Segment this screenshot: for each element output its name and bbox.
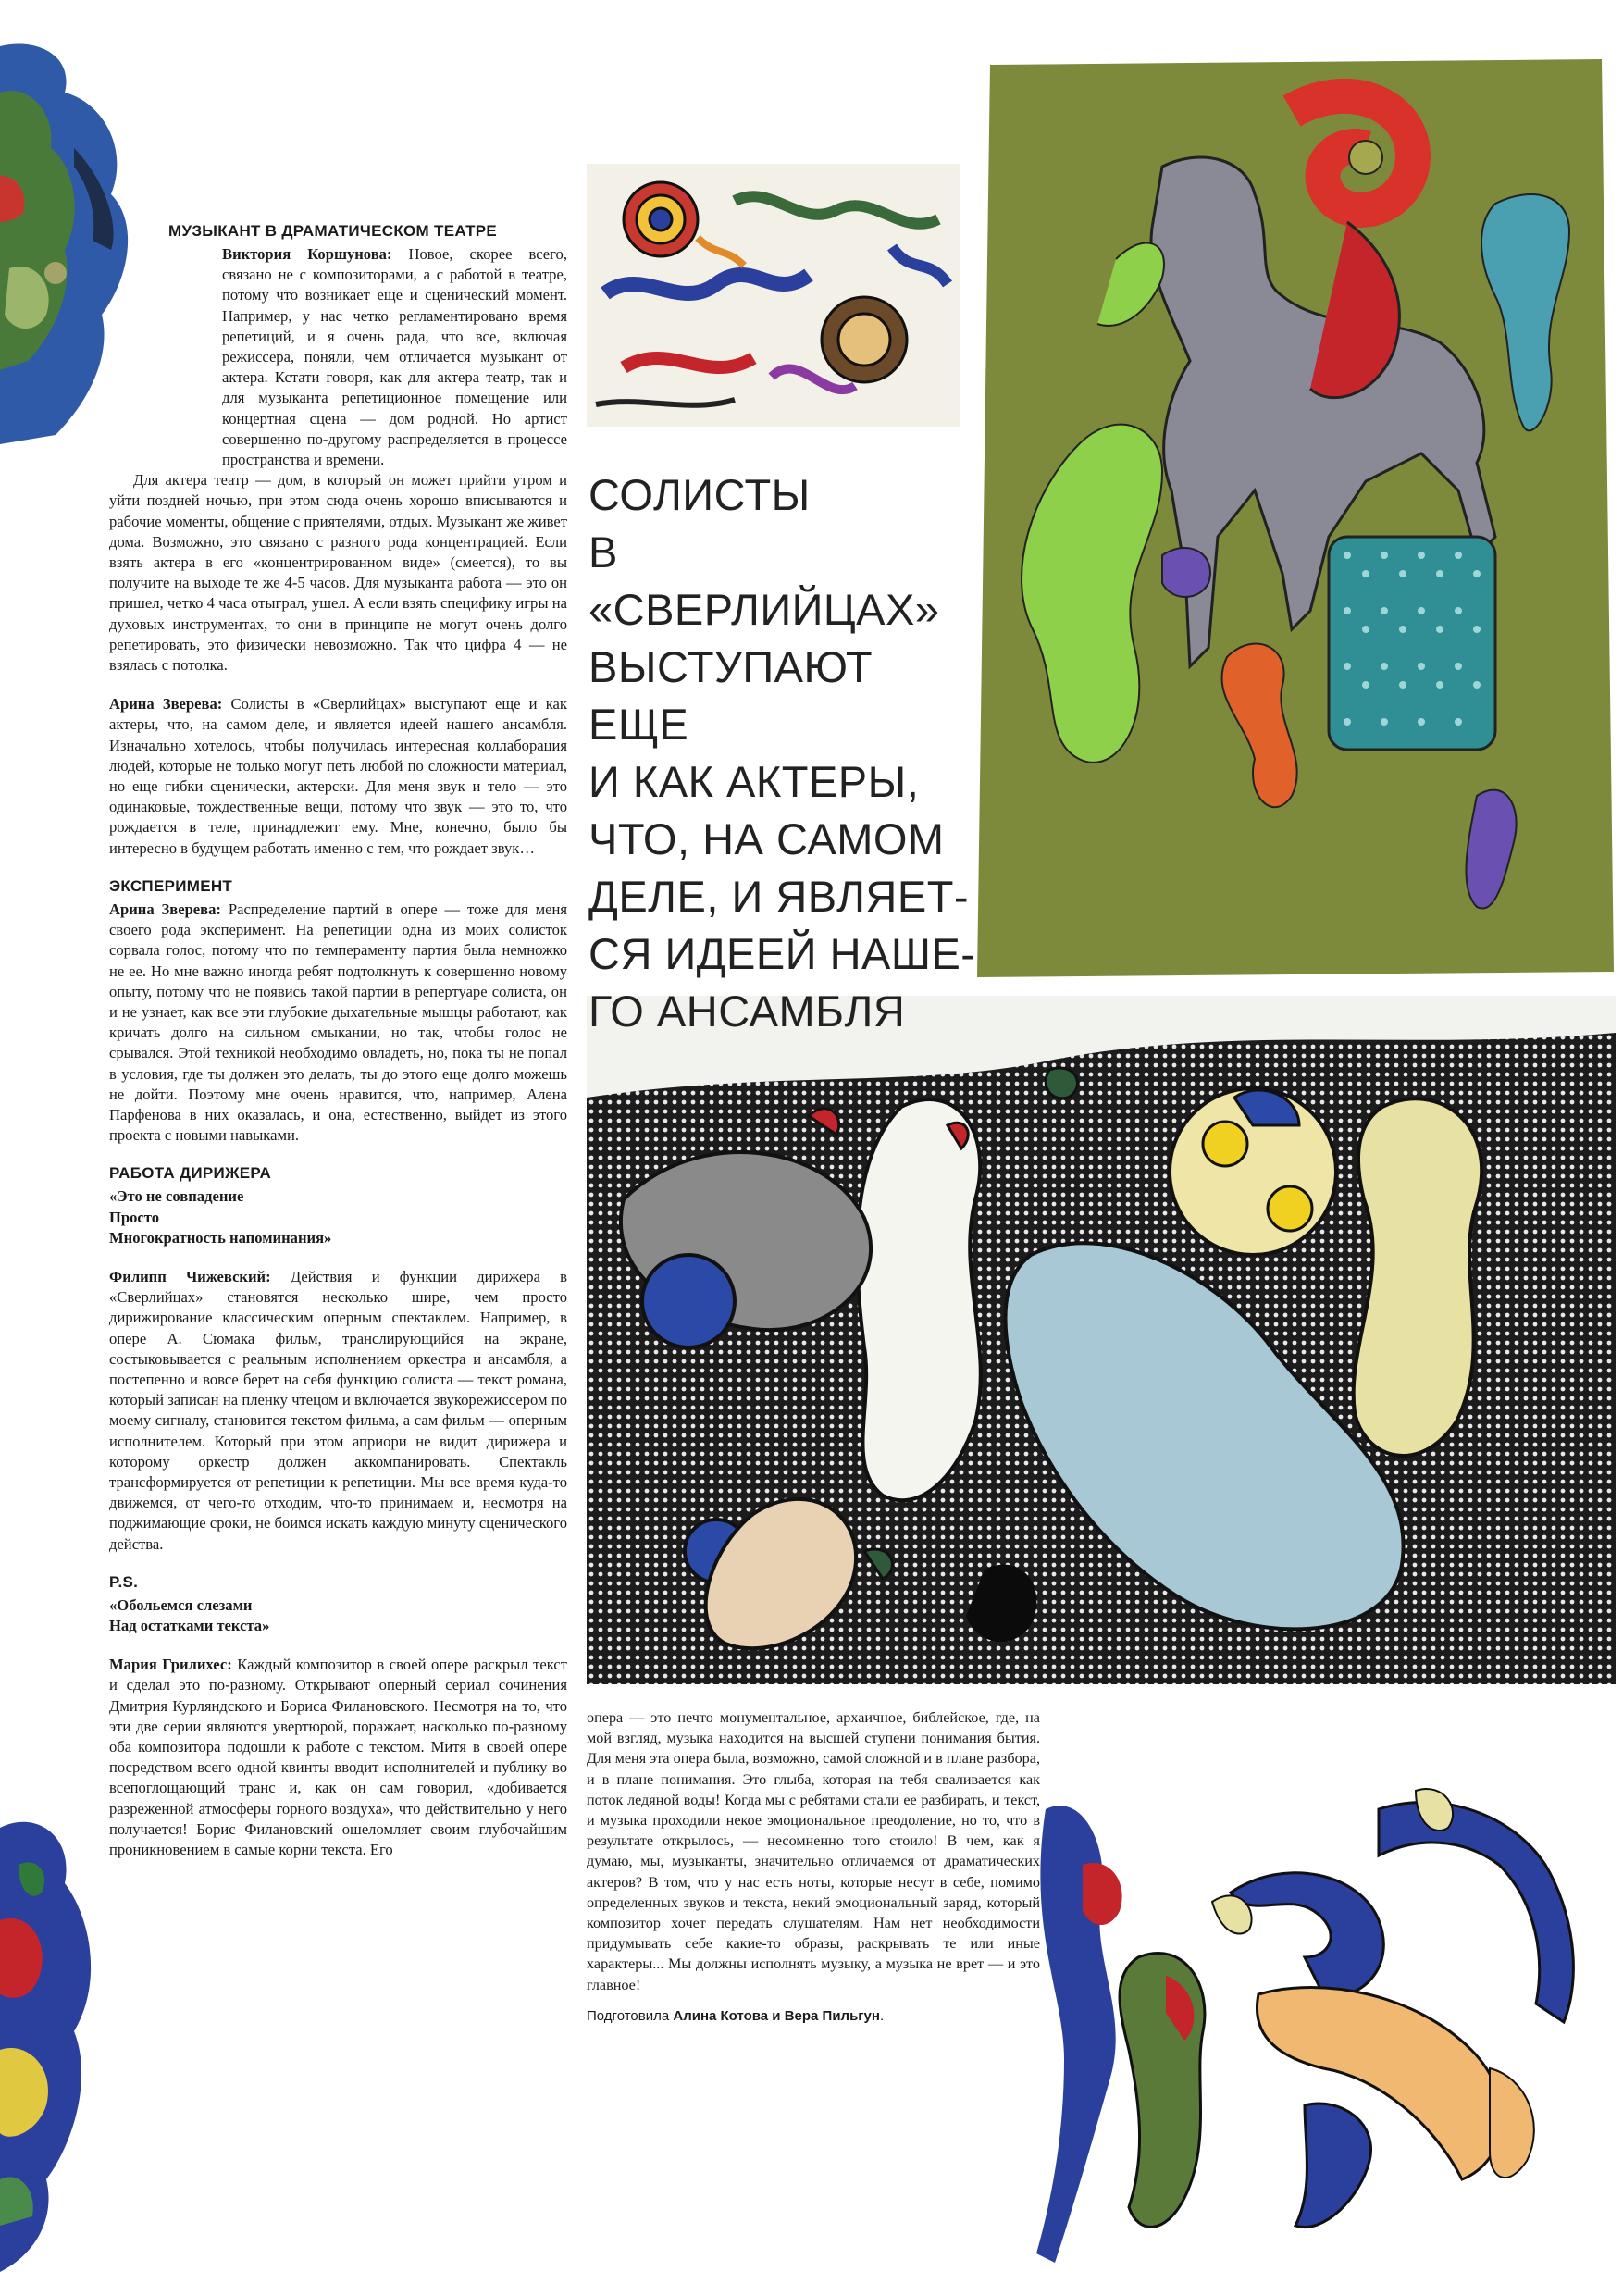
artwork-bottom-right-figure (1027, 1772, 1619, 2277)
section-body (109, 900, 567, 1146)
epigraph-line: «Это не совпадение (109, 1187, 244, 1206)
section-experiment (109, 877, 567, 1146)
paragraph-text: Каждый композитор в своей опере раскрыл текст и сделал это по-разному. Открывают оперный сериал сочинения Дмитрия Курляндского и Бориса Филановского. Несмотря на то, что эти две серии являются увертюрой, поражает, насколько по-разному оба композитора подошли к работе с текстом. Митя в своей опере посредством всего одной квинты вводит исполнителей и публику во всепоглощающий транс и, как он сам говорил, «добивается разреженной атмосферы горного воздуха», что действительно у него получается! Борис Филановский ошеломляет своим глубочайшим проникновением в самые корни текста. Его (109, 1656, 567, 1859)
credit-authors: Алина Котова и Вера Пильгун (673, 2007, 880, 2024)
pull-quote-line: СЯ ИДЕЕЙ НАШЕ- (588, 929, 976, 978)
pull-quote-line: СОЛИСТЫ (588, 470, 811, 519)
paragraph (109, 1655, 567, 1860)
epigraph-line: «Обольемся слезами (109, 1595, 253, 1614)
left-column (109, 222, 567, 1879)
speaker-name: Виктория Коршунова: (222, 245, 392, 263)
paragraph: опера — это нечто монументальное, архаичное, библейское, где, на мой взгляд, музыка находится на высшей ступени понимания бытия. Для меня эта опера была, возможно, самой сложной и в плане разбора, и в плане понимания. Это глыба, которая на тебя сваливается как поток ледяной воды! Когда мы с ребятами стали ее разбирать, и текст, и музыка проходили некое эмоциональное преодоление, но то, что в результате открылось, — несомненно того стоило! В чем, как я думаю, мы, музыканты, значительно отличаемся от драматических актеров? В том, что у нас есть ноты, которые несут в себе, помимо определенных звуков и текста, некий эмоциональный заряд, который композитор хочет передать слушателям. Нам нет необходимости придумывать себе какие-то образы, раскрывать те или иные характеры... Мы должны исполнять музыку, а музыка не врет — и это главное! (587, 1709, 1040, 1993)
pull-quote (588, 466, 977, 1040)
section-ps (109, 1573, 567, 1860)
paragraph (109, 900, 567, 1146)
section-body (109, 244, 567, 676)
section-conductor (109, 1164, 567, 1554)
section-heading: ЭКСПЕРИМЕНТ (109, 876, 233, 895)
section-body (109, 1655, 567, 1860)
section-solists (109, 694, 567, 859)
artwork-olive-painting (977, 56, 1616, 981)
paragraph (109, 244, 567, 470)
artwork-bottom-left-figure (0, 1809, 111, 2272)
speaker-name: Арина Зверева: (109, 900, 221, 918)
right-column-text (587, 1707, 1040, 2024)
paragraph-text: Солисты в «Сверлийцах» выступают еще и как актеры, что, на самом деле, и является идеей нашего ансамбля. Изначально хотелось, чтобы получилась интересная коллаборация людей, которые не только могут петь любой по сложности материал, но еще гибки сценически, актерски. Для меня звук и тело — это одинаковые, тождественные вещи, потому что звук — это то, что рождается в теле, принадлежит ему. Мне, конечно, было бы интересно в будущем работать именно с тем, что рождает звук… (109, 695, 567, 857)
section-heading: P.S. (109, 1572, 139, 1591)
speaker-name: Филипп Чижевский: (109, 1267, 271, 1285)
paragraph (109, 1267, 567, 1555)
section-musician-in-theatre (109, 222, 567, 676)
credit-suffix: . (879, 2007, 885, 2024)
epigraph-line: Просто (109, 1208, 160, 1226)
paragraph-text: Действия и функции дирижера в «Сверлийцах» становятся несколько шире, чем просто дирижирование классическим оперным спектаклем. Например, в опере А. Сюмака фильм, транслирующийся на экране, состыковывается с реальным исполнением оркестра и ансамбля, а постепенно и вовсе берет на себя функцию солиста — текст романа, который записан на пленку чтецом и включается звукорежиссером по моему сигналу, становится текстом фильма, а сам фильм — оперным исполнителем. Который при этом априори не видит дирижера и которому оркестр должен аккомпанировать. Спектакль трансформируется от репетиции к репетиции. Мы все время куда-то движемся, от чего-то отходим, что-то принимаем и, несмотря на поджимающие сроки, не боимся искать каждую минуту сценического действа. (109, 1267, 567, 1553)
speaker-name: Арина Зверева: (109, 695, 223, 714)
pull-quote-line: ВЫСТУПАЮТ ЕЩЕ (588, 642, 873, 749)
section-heading: РАБОТА ДИРИЖЕРА (109, 1164, 272, 1183)
artwork-small-painting (587, 164, 960, 427)
paragraph: Для актера театр — дом, в который он может прийти утром и уйти поздней ночью, при этом сюда очень хорошо вписываются и рабочие моменты, общение с приятелями, отдых. Музыкант же живет дома. Возможно, это связано с разного рода концентрацией. Если взять актера в его «концентрированном виде» (смеется), то вы получите на выходе те же 4-5 часов. Для музыканта работа — это он пришел, четко 4 часа отыграл, ушел. А если взять специфику игры на духовых инструментах, то они в принципе не могут очень долго репетировать, это физически невозможно. Так что цифра 4 — не взялась с потолка. (109, 471, 567, 675)
section-heading: МУЗЫКАНТ В ДРАМАТИЧЕСКОМ ТЕАТРЕ (168, 222, 498, 240)
credit-line (587, 2008, 1040, 2024)
paragraph-text: Новое, скорее всего, связано не с композиторами, а с работой в театре, потому что возникает еще и сценический момент. Например, у нас четко регламентировано время репетиций, и я очень рада, что все, включая режиссера, поняли, чем отличается музыкант от актера. Кстати говоря, как для актера театр, так и для музыканта репетиционное помещение или концертная сцена — дом родной. Но артист совершенно по-другому распределяется в процессе пространства и времени. (222, 245, 567, 469)
pull-quote-line: И КАК АКТЕРЫ, (588, 757, 920, 806)
pull-quote-line: ЧТО, НА САМОМ (588, 814, 945, 863)
pull-quote-line: ДЕЛЕ, И ЯВЛЯЕТ- (588, 872, 970, 921)
section-body (587, 1707, 1040, 1995)
speaker-name: Мария Грилихес: (109, 1656, 232, 1674)
artwork-dotted-painting (587, 996, 1616, 1684)
epigraph-line: Многократность напоминания» (109, 1228, 332, 1247)
credit-prefix: Подготовила (587, 2007, 674, 2024)
pull-quote-line: В «СВЕРЛИЙЦАХ» (588, 527, 940, 634)
paragraph (109, 694, 567, 859)
epigraph-line: Над остатками текста» (109, 1616, 270, 1634)
section-body (109, 1267, 567, 1555)
pull-quote-line: ГО АНСАМБЛЯ (588, 987, 906, 1036)
paragraph-text: Распределение партий в опере — тоже для меня своего рода эксперимент. На репетиции одна из моих солисток сорвала голос, потому что по темпераменту партия была немножко не ее. Но мне важно иногда ребят подтолкнуть к совершенно новому опыту, потому что не появись такой партии в репертуаре солиста, он и не узнает, как все эти глубокие дыхательные мышцы работают, как кричать долго на сильном смыкании, но так, чтобы голос не срывался. Этой техникой необходимо овладеть, но, пока ты не попал в условия, где ты должен это делать, ты до этого еще долго можешь не дойти. Поэтому мне очень нравится, что, например, Алена Парфенова в них оказалась, и она, естественно, выйдет из этого проекта с новыми навыками. (109, 900, 567, 1145)
